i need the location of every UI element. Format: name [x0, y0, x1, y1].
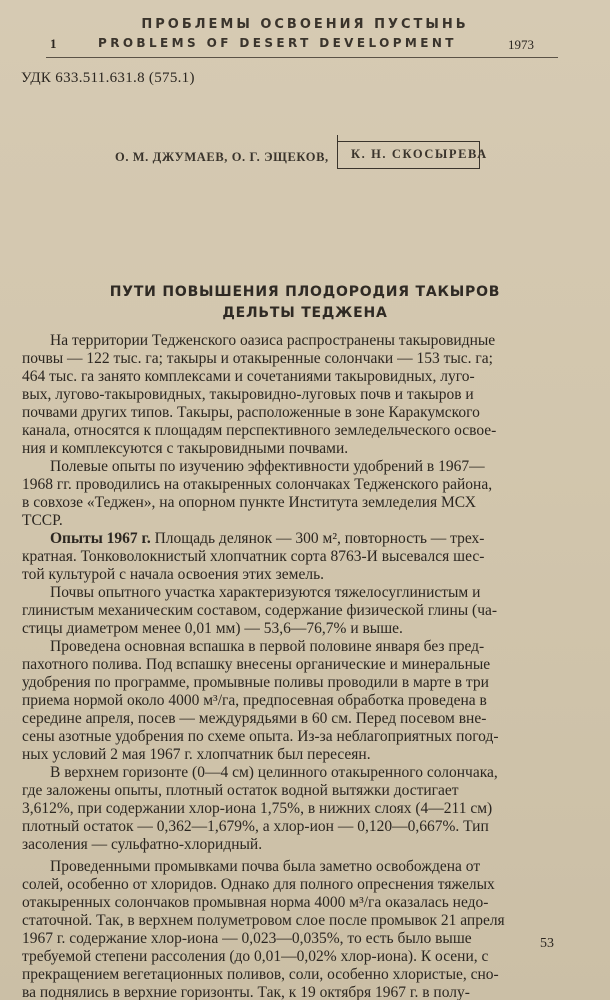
body-line: в совхозе «Теджен», на опорном пункте Института земледелия МСХ — [22, 494, 476, 511]
udc-code: УДК 633.511.631.8 (575.1) — [21, 70, 195, 86]
body-line: 1968 гг. проводились на отакыренных солончаках Тедженского района, — [22, 476, 493, 493]
author-frame-tick — [337, 135, 338, 169]
body-line: 3,612%, при содержании хлор-иона 1,75%, в нижних слоях (4—211 см) — [22, 800, 493, 817]
body-line: На территории Тедженского оазиса распространены такыровидные — [50, 332, 496, 349]
body-line: засоления — сульфатно-хлоридный. — [22, 836, 263, 853]
body-line: Почвы опытного участка характеризуются тяжелосуглинистым и — [50, 584, 481, 601]
article-title-line2: ДЕЛЬТЫ ТЕДЖЕНА — [222, 305, 388, 321]
body-line: глинистым механическим составом, содержание физической глины (ча- — [22, 602, 498, 619]
body-line: Проведена основная вспашка в первой половине января без пред- — [50, 638, 485, 655]
body-line: канала, относятся к площадям перспективного земледельческого освое- — [22, 422, 497, 439]
body-line: Полевые опыты по изучению эффективности удобрений в 1967— — [50, 458, 485, 475]
header-divider — [46, 57, 558, 58]
body-line: середине апреля, посев — междурядьями в 60 см. Перед посевом вне- — [22, 710, 487, 727]
body-line: почвами других типов. Такыры, расположенные в зоне Каракумского — [22, 404, 480, 421]
body-line: статочной. Так, в верхнем полуметровом слое после промывок 21 апреля — [22, 912, 505, 929]
body-line: 1967 г. содержание хлор-иона — 0,023—0,035%, то есть было выше — [22, 930, 472, 947]
article-title-line1: ПУТИ ПОВЫШЕНИЯ ПЛОДОРОДИЯ ТАКЫРОВ — [109, 284, 501, 300]
page-number: 53 — [540, 936, 554, 951]
journal-title-ru: ПРОБЛЕМЫ ОСВОЕНИЯ ПУСТЫНЬ — [141, 17, 469, 32]
body-line: ния и комплексуются с такыровидными почвами. — [22, 440, 349, 457]
issue-number: 1 — [50, 36, 57, 51]
body-line: солей, особенно от хлоридов. Однако для полного опреснения тяжелых — [22, 876, 495, 893]
body-line: удобрения по программе, промывные поливы проводили в марте в три — [22, 674, 489, 691]
body-line: той культурой с начала освоения этих земель. — [22, 566, 325, 583]
body-line: отакыренных солончаков промывная норма 4000 м³/га оказалась недо- — [22, 894, 489, 911]
journal-title-en: PROBLEMS OF DESERT DEVELOPMENT — [98, 36, 457, 50]
body-line: почвы — 122 тыс. га; такыры и отакыренные солончаки — 153 тыс. га; — [22, 350, 493, 367]
body-line: вых, лугово-такыровидных, такыровидно-луговых почв и такыров и — [22, 386, 474, 403]
subsection-heading: Опыты 1967 г. — [50, 530, 151, 547]
body-line: плотный остаток — 0,362—1,679%, а хлор-ион — 0,120—0,667%. Тип — [22, 818, 489, 835]
body-line: ТССР. — [22, 512, 63, 529]
body-line: где заложены опыты, плотный остаток водной вытяжки достигает — [22, 782, 459, 799]
body-line: требуемой степени рассоления (до 0,01—0,02% хлор-иона). К осени, с — [22, 948, 489, 965]
body-line-text: Площадь делянок — 300 м², повторность — трех- — [154, 530, 485, 547]
body-line — [50, 530, 592, 548]
body-line: В верхнем горизонте (0—4 см) целинного отакыренного солончака, — [50, 764, 498, 781]
body-line: приема нормой около 4000 м³/га, предпосевная обработка проведена в — [22, 692, 487, 709]
authors-main: О. М. ДЖУМАЕВ, О. Г. ЭЩЕКОВ, — [115, 150, 329, 164]
body-line: 464 тыс. га занято комплексами и сочетаниями такыровидных, луго- — [22, 368, 475, 385]
body-line: стицы диаметром менее 0,01 мм) — 53,6—76,7% и выше. — [22, 620, 403, 637]
body-line: сены азотные удобрения по схеме опыта. Из-за неблагоприятных погод- — [22, 728, 499, 745]
issue-year: 1973 — [508, 37, 534, 52]
body-line: Проведенными промывками почва была заметно освобождена от — [50, 858, 481, 875]
body-line: ных условий 2 мая 1967 г. хлопчатник был пересеян. — [22, 746, 371, 763]
author-boxed: К. Н. СКОСЫРЕВА — [351, 147, 488, 161]
body-line: ва поднялись в верхние горизонты. Так, к 19 октября 1967 г. в полу- — [22, 984, 470, 1000]
body-line: кратная. Тонковолокнистый хлопчатник сорта 8763-И высевался шес- — [22, 548, 485, 565]
body-line: пахотного полива. Под вспашку внесены органические и минеральные — [22, 656, 491, 673]
body-line: прекращением вегетационных поливов, соли, особенно хлористые, сно- — [22, 966, 499, 983]
